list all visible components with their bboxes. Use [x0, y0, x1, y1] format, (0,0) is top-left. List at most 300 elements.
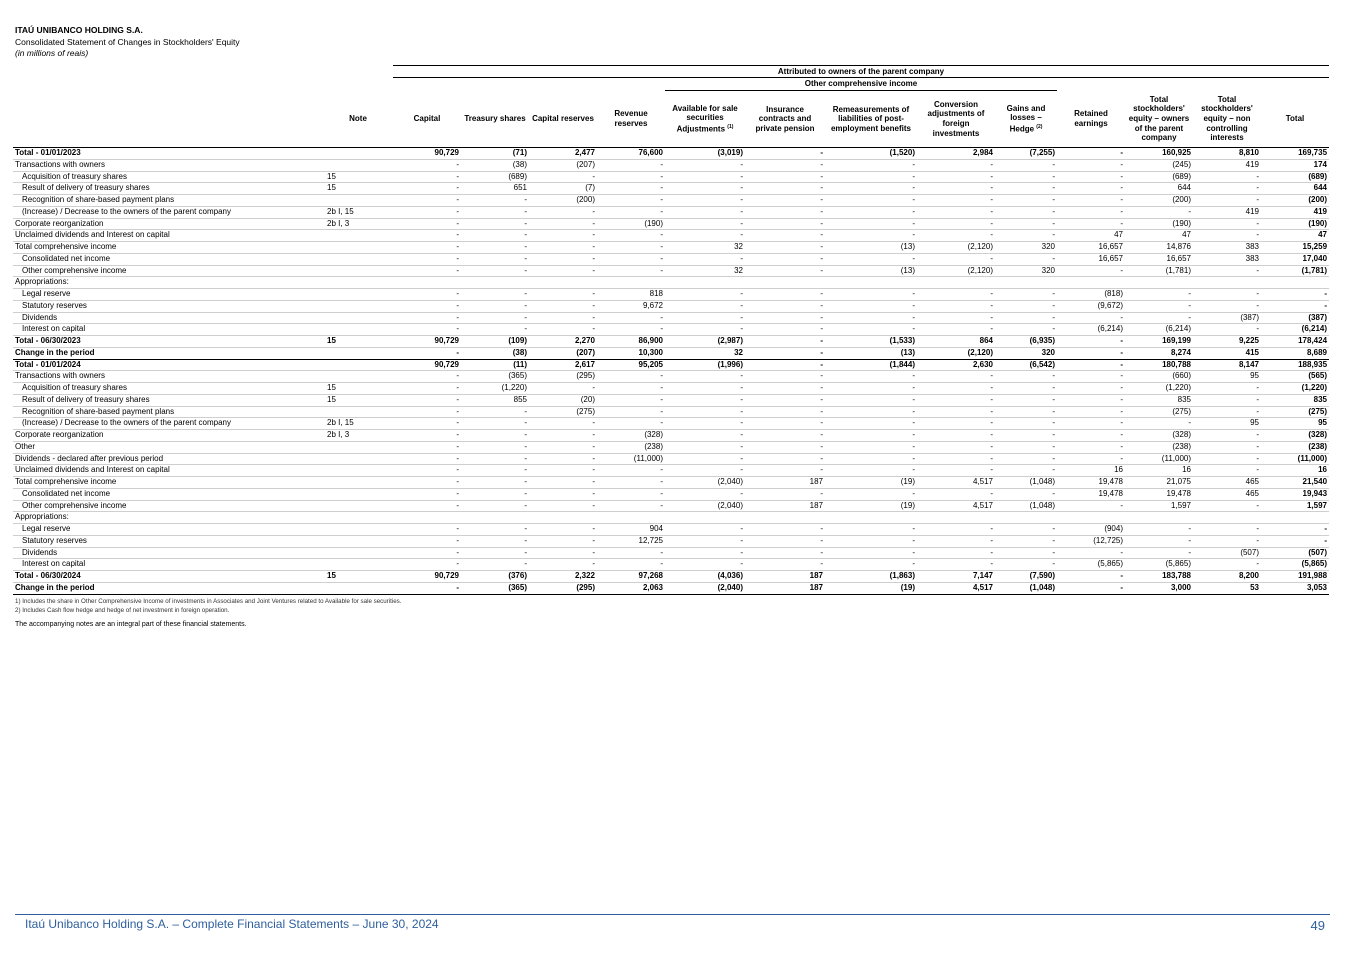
row-value: - — [1193, 265, 1261, 277]
row-value: 169,735 — [1261, 148, 1329, 160]
header-revenue-reserves: Revenue reserves — [614, 109, 648, 128]
row-value: - — [665, 253, 745, 265]
header-afs-sup: (1) — [727, 123, 734, 130]
row-note — [323, 453, 393, 465]
row-label: Acquisition of treasury shares — [13, 171, 323, 183]
row-value: (2,120) — [917, 347, 995, 359]
row-label: Corporate reorganization — [13, 218, 323, 230]
row-value — [1125, 512, 1193, 524]
row-value: - — [917, 289, 995, 301]
row-value: - — [917, 206, 995, 218]
row-value: - — [995, 206, 1057, 218]
row-value: - — [917, 547, 995, 559]
row-value: - — [529, 559, 597, 571]
row-value: 8,274 — [1125, 347, 1193, 359]
table-row — [13, 148, 1329, 160]
row-value: - — [461, 265, 529, 277]
row-value: (507) — [1261, 547, 1329, 559]
row-value: - — [461, 206, 529, 218]
row-value: (565) — [1261, 371, 1329, 383]
table-row — [13, 500, 1329, 512]
row-label: Other comprehensive income — [13, 265, 323, 277]
row-note — [323, 265, 393, 277]
row-value: - — [917, 524, 995, 536]
row-value — [1193, 277, 1261, 289]
row-value: - — [1193, 230, 1261, 242]
row-note: 2b I, 15 — [323, 418, 393, 430]
row-value: - — [597, 418, 665, 430]
row-value: - — [1261, 524, 1329, 536]
row-value: - — [1125, 547, 1193, 559]
row-value: - — [461, 418, 529, 430]
row-value: - — [1193, 300, 1261, 312]
row-value: (2,040) — [665, 500, 745, 512]
row-value: - — [597, 500, 665, 512]
row-value: - — [825, 488, 917, 500]
row-value: - — [529, 465, 597, 477]
row-value: - — [393, 453, 461, 465]
row-value: - — [393, 195, 461, 207]
row-value: - — [393, 547, 461, 559]
row-value: - — [665, 206, 745, 218]
row-note: 15 — [323, 336, 393, 348]
row-note — [323, 559, 393, 571]
row-value — [825, 512, 917, 524]
row-value: - — [461, 524, 529, 536]
row-value: - — [529, 535, 597, 547]
row-value: - — [1057, 159, 1125, 171]
row-value: - — [1193, 465, 1261, 477]
row-value: - — [745, 559, 825, 571]
row-note — [323, 289, 393, 301]
row-value: (11,000) — [597, 453, 665, 465]
table-row — [13, 547, 1329, 559]
row-value: (200) — [1125, 195, 1193, 207]
row-label: Unclaimed dividends and Interest on capital — [13, 230, 323, 242]
row-value: - — [917, 418, 995, 430]
row-value — [665, 277, 745, 289]
row-label: Recognition of share-based payment plans — [13, 406, 323, 418]
row-value: (1,048) — [995, 582, 1057, 594]
header-total-nci: Total stockholders' equity – non controlling interests — [1201, 94, 1253, 143]
row-value: (5,865) — [1261, 559, 1329, 571]
row-value: - — [461, 324, 529, 336]
row-value: - — [745, 183, 825, 195]
header-retained-earnings: Retained earnings — [1074, 109, 1108, 128]
row-value: - — [995, 171, 1057, 183]
row-value: - — [745, 524, 825, 536]
header-hedge — [995, 91, 1057, 148]
row-value: - — [665, 430, 745, 442]
table-row — [13, 289, 1329, 301]
row-label: Result of delivery of treasury shares — [13, 183, 323, 195]
row-value: - — [995, 453, 1057, 465]
table-row — [13, 230, 1329, 242]
row-value: - — [529, 453, 597, 465]
row-value: (275) — [1261, 406, 1329, 418]
row-value: 2,617 — [529, 359, 597, 371]
header-hedge-sup: (2) — [1036, 123, 1043, 130]
row-value: - — [745, 265, 825, 277]
row-label: Statutory reserves — [13, 300, 323, 312]
header-insurance: Insurance contracts and private pension — [755, 104, 815, 133]
table-row — [13, 535, 1329, 547]
row-label: Consolidated net income — [13, 253, 323, 265]
row-value: - — [1193, 441, 1261, 453]
row-value: - — [995, 441, 1057, 453]
row-value: - — [461, 312, 529, 324]
table-row — [13, 582, 1329, 594]
row-value: - — [825, 406, 917, 418]
row-note — [323, 359, 393, 371]
header-oci-group: Other comprehensive income — [665, 78, 1057, 91]
row-value: 419 — [1261, 206, 1329, 218]
row-value: 97,268 — [597, 571, 665, 583]
row-value: 2,984 — [917, 148, 995, 160]
footer-divider — [15, 914, 1330, 915]
row-value: - — [1193, 383, 1261, 395]
row-value: - — [393, 347, 461, 359]
row-value: - — [665, 524, 745, 536]
table-row — [13, 206, 1329, 218]
row-value: - — [1057, 265, 1125, 277]
row-value: - — [995, 547, 1057, 559]
row-value: 904 — [597, 524, 665, 536]
row-value: - — [461, 289, 529, 301]
row-value: 21,540 — [1261, 477, 1329, 489]
row-value: - — [1193, 289, 1261, 301]
row-value: - — [529, 171, 597, 183]
row-value: - — [393, 582, 461, 594]
row-value: - — [1193, 453, 1261, 465]
row-value: - — [393, 171, 461, 183]
row-value: (6,542) — [995, 359, 1057, 371]
row-value: (275) — [529, 406, 597, 418]
row-value: - — [393, 183, 461, 195]
row-value: - — [1193, 406, 1261, 418]
row-note: 15 — [323, 171, 393, 183]
row-value: (190) — [1261, 218, 1329, 230]
row-value: - — [597, 312, 665, 324]
footnote-2: 2) Includes Cash flow hedge and hedge of net investment in foreign operation. — [15, 606, 230, 614]
row-value — [917, 277, 995, 289]
row-value: - — [745, 230, 825, 242]
row-value: - — [745, 347, 825, 359]
row-value: 174 — [1261, 159, 1329, 171]
row-value: 2,063 — [597, 582, 665, 594]
row-value: (238) — [1125, 441, 1193, 453]
row-value: 160,925 — [1125, 148, 1193, 160]
row-value: - — [825, 159, 917, 171]
row-value: (7) — [529, 183, 597, 195]
row-label: Change in the period — [13, 347, 323, 359]
row-value: 180,788 — [1125, 359, 1193, 371]
row-value: (245) — [1125, 159, 1193, 171]
row-value: - — [995, 324, 1057, 336]
row-value: 95 — [1193, 418, 1261, 430]
row-value — [1193, 512, 1261, 524]
row-value: - — [393, 159, 461, 171]
row-value: 383 — [1193, 253, 1261, 265]
row-value: - — [665, 535, 745, 547]
row-value: - — [529, 230, 597, 242]
row-value: - — [597, 253, 665, 265]
row-value: (904) — [1057, 524, 1125, 536]
row-value: - — [995, 430, 1057, 442]
row-value: (38) — [461, 347, 529, 359]
row-value: - — [917, 195, 995, 207]
row-value: - — [597, 465, 665, 477]
row-value: - — [665, 183, 745, 195]
row-value: (689) — [1125, 171, 1193, 183]
row-value: 90,729 — [393, 148, 461, 160]
row-value: - — [825, 383, 917, 395]
row-value: (13) — [825, 265, 917, 277]
table-row — [13, 195, 1329, 207]
statement-title: Consolidated Statement of Changes in Stockholders' Equity — [15, 36, 240, 47]
row-value: - — [745, 312, 825, 324]
row-value: (20) — [529, 394, 597, 406]
row-value: - — [995, 418, 1057, 430]
row-label: Change in the period — [13, 582, 323, 594]
row-value: 90,729 — [393, 571, 461, 583]
row-value: - — [745, 289, 825, 301]
row-value: (19) — [825, 582, 917, 594]
row-value: 8,810 — [1193, 148, 1261, 160]
row-value: - — [1057, 418, 1125, 430]
row-value: - — [597, 324, 665, 336]
row-value — [393, 512, 461, 524]
row-value: 320 — [995, 265, 1057, 277]
row-value: - — [825, 171, 917, 183]
row-value: - — [995, 524, 1057, 536]
row-value: - — [665, 547, 745, 559]
table-row — [13, 347, 1329, 359]
row-value: 95,205 — [597, 359, 665, 371]
row-value: (275) — [1125, 406, 1193, 418]
row-value: - — [995, 394, 1057, 406]
row-value: 9,672 — [597, 300, 665, 312]
row-value: - — [461, 535, 529, 547]
row-value: - — [461, 406, 529, 418]
row-value: 32 — [665, 347, 745, 359]
report-header — [15, 25, 240, 60]
table-row — [13, 242, 1329, 254]
row-value: - — [917, 453, 995, 465]
row-value: 47 — [1261, 230, 1329, 242]
row-value: 76,600 — [597, 148, 665, 160]
row-value: (19) — [825, 500, 917, 512]
row-value: - — [665, 383, 745, 395]
row-value: (2,040) — [665, 582, 745, 594]
row-value: 53 — [1193, 582, 1261, 594]
row-value: 835 — [1125, 394, 1193, 406]
row-value: - — [529, 477, 597, 489]
row-value: - — [393, 289, 461, 301]
header-total: Total — [1285, 113, 1305, 123]
row-note: 15 — [323, 183, 393, 195]
row-value: (13) — [825, 242, 917, 254]
row-label: Legal reserve — [13, 289, 323, 301]
row-value: 644 — [1261, 183, 1329, 195]
row-value: 835 — [1261, 394, 1329, 406]
row-value: - — [461, 300, 529, 312]
row-value: - — [825, 218, 917, 230]
row-value: - — [529, 206, 597, 218]
row-value: (295) — [529, 582, 597, 594]
row-value: - — [665, 218, 745, 230]
row-value: (1,220) — [1261, 383, 1329, 395]
row-value: - — [917, 159, 995, 171]
row-value: - — [745, 465, 825, 477]
row-value: - — [597, 488, 665, 500]
row-value: - — [745, 242, 825, 254]
row-value: - — [1057, 312, 1125, 324]
row-value: 16,657 — [1057, 242, 1125, 254]
row-value: - — [665, 441, 745, 453]
row-value: - — [825, 371, 917, 383]
row-value: - — [825, 418, 917, 430]
row-note — [323, 582, 393, 594]
row-value: - — [825, 183, 917, 195]
row-value: - — [597, 171, 665, 183]
row-value: (5,865) — [1057, 559, 1125, 571]
row-value: - — [917, 488, 995, 500]
row-value: - — [393, 324, 461, 336]
row-value: - — [1125, 418, 1193, 430]
row-value: - — [1261, 289, 1329, 301]
row-value: (1,048) — [995, 500, 1057, 512]
row-value: - — [1193, 430, 1261, 442]
row-note — [323, 500, 393, 512]
row-value: (190) — [597, 218, 665, 230]
row-value: 19,943 — [1261, 488, 1329, 500]
row-value: - — [1057, 347, 1125, 359]
table-row — [13, 571, 1329, 583]
row-value: 10,300 — [597, 347, 665, 359]
row-value: - — [1057, 336, 1125, 348]
row-value: (11,000) — [1125, 453, 1193, 465]
row-value: - — [917, 371, 995, 383]
row-value: - — [1261, 535, 1329, 547]
row-value: (1,533) — [825, 336, 917, 348]
row-label: Total - 01/01/2023 — [13, 148, 323, 160]
row-value: - — [1057, 206, 1125, 218]
row-value: - — [995, 159, 1057, 171]
row-value: (200) — [529, 195, 597, 207]
row-value: - — [825, 524, 917, 536]
row-value: - — [995, 195, 1057, 207]
row-label: Result of delivery of treasury shares — [13, 394, 323, 406]
row-value: - — [1125, 535, 1193, 547]
table-row — [13, 371, 1329, 383]
row-value: 17,040 — [1261, 253, 1329, 265]
row-label: Legal reserve — [13, 524, 323, 536]
row-value: - — [825, 559, 917, 571]
table-row — [13, 324, 1329, 336]
table-row — [13, 453, 1329, 465]
row-value: - — [825, 312, 917, 324]
row-note — [323, 230, 393, 242]
row-value: - — [745, 488, 825, 500]
row-value: - — [1125, 289, 1193, 301]
table-body — [13, 148, 1329, 595]
row-value: - — [461, 477, 529, 489]
row-value: (207) — [529, 347, 597, 359]
row-value: 95 — [1193, 371, 1261, 383]
table-row — [13, 218, 1329, 230]
units-note: (in millions of reais) — [15, 48, 89, 58]
row-value: (38) — [461, 159, 529, 171]
row-value: - — [917, 183, 995, 195]
row-value: - — [597, 265, 665, 277]
row-value: 2,477 — [529, 148, 597, 160]
row-value: (387) — [1193, 312, 1261, 324]
row-value — [1261, 512, 1329, 524]
row-note — [323, 324, 393, 336]
row-value: - — [745, 159, 825, 171]
row-value: - — [665, 171, 745, 183]
row-value: (238) — [1261, 441, 1329, 453]
row-value: (238) — [597, 441, 665, 453]
row-value: 169,199 — [1125, 336, 1193, 348]
row-value: 178,424 — [1261, 336, 1329, 348]
row-value: (365) — [461, 582, 529, 594]
row-value: - — [745, 547, 825, 559]
table-row — [13, 171, 1329, 183]
row-value: - — [1057, 195, 1125, 207]
row-label: Interest on capital — [13, 324, 323, 336]
row-value: - — [1057, 406, 1125, 418]
header-capital-reserves: Capital reserves — [532, 113, 594, 123]
row-value: 19,478 — [1125, 488, 1193, 500]
row-value: 864 — [917, 336, 995, 348]
row-value: (295) — [529, 371, 597, 383]
row-value: - — [461, 230, 529, 242]
row-value: - — [393, 383, 461, 395]
row-value: - — [597, 183, 665, 195]
row-note: 2b I, 15 — [323, 206, 393, 218]
row-value: - — [1193, 324, 1261, 336]
row-value: 12,725 — [597, 535, 665, 547]
row-label: Total - 01/01/2024 — [13, 359, 323, 371]
row-value: (1,520) — [825, 148, 917, 160]
row-value: - — [461, 195, 529, 207]
row-value: - — [825, 535, 917, 547]
row-value: (9,672) — [1057, 300, 1125, 312]
row-value: - — [461, 453, 529, 465]
row-value: (19) — [825, 477, 917, 489]
row-note — [323, 488, 393, 500]
row-value: 16,657 — [1125, 253, 1193, 265]
row-value: - — [995, 300, 1057, 312]
table-row — [13, 418, 1329, 430]
row-value: - — [393, 500, 461, 512]
header-hedge-text: Gains and losses – Hedge — [1006, 103, 1046, 134]
row-value: - — [665, 300, 745, 312]
row-value: 1,597 — [1261, 500, 1329, 512]
row-value: (6,214) — [1261, 324, 1329, 336]
row-value: - — [917, 535, 995, 547]
row-value — [393, 277, 461, 289]
row-note — [323, 535, 393, 547]
row-value: - — [917, 559, 995, 571]
row-value: (2,120) — [917, 265, 995, 277]
row-value: (13) — [825, 347, 917, 359]
row-value: (1,781) — [1261, 265, 1329, 277]
row-value: - — [597, 206, 665, 218]
row-label: Appropriations: — [13, 277, 323, 289]
